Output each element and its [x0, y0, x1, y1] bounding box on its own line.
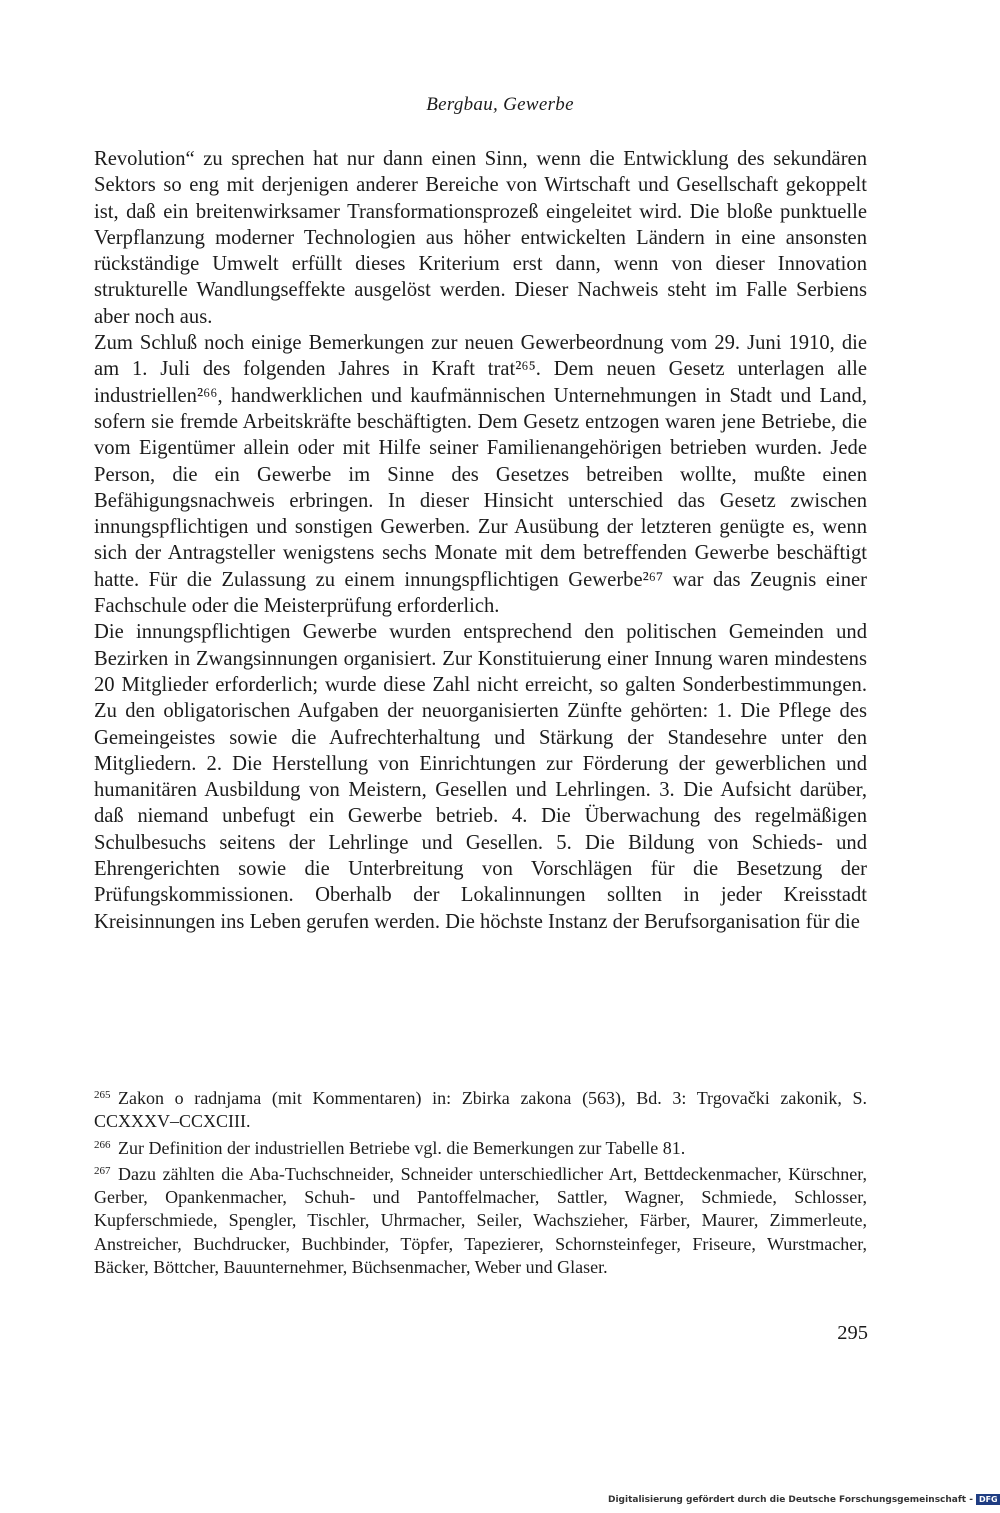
paragraph: Die innungspflichtigen Gewerbe wurden entsprechend den politischen Gemeinden und Bezirken in Zwangsinnungen organisiert. Zur Konstituierung einer Innung waren mindestens 20 Mitglieder erforderlich; wurde diese Zahl nicht erreicht, so galten Sonderbestimmungen. Zu den obligatorischen Aufgaben der neuorganisierten Zünfte gehörten: 1. Die Pflege des Gemeingeistes sowie die Aufrechterhaltung und Stärkung der Standesehre unter den Mitgliedern. 2. Die Herstellung von Einrichtungen zur Förderung der gewerblichen und humanitären Ausbildung von Meistern, Gesellen und Lehrlingen. 3. Die Aufsicht darüber, daß niemand unbefugt ein Gewerbe betrieb. 4. Die Überwachung des regelmäßigen Schulbesuchs seitens der Lehrlinge und Gesellen. 5. Die Bildung von Schieds- und Ehrengerichten sowie die Unterbreitung von Vorschlägen für die Besetzung der Prüfungskommissionen. Oberhalb der Lokalinnungen sollten in jeder Kreisstadt Kreisinnungen ins Leben gerufen werden. Die höchste Instanz der Berufsorganisation für die — [94, 621, 867, 933]
dfg-logo: DFG — [976, 1494, 1000, 1505]
page-number: 295 — [837, 1322, 868, 1344]
paragraph: Zum Schluß noch einige Bemerkungen zur neuen Gewerbeordnung vom 29. Juni 1910, die am 1. Juli des folgenden Jahres in Kraft trat²⁶⁵. Dem neuen Gesetz unterlagen alle industriellen²⁶⁶, handwerklichen und kaufmännischen Unternehmungen in Stadt und Land, sofern sie fremde Arbeitskräfte beschäftigten. Dem Gesetz entzogen waren jene Betriebe, die vom Eigentümer allein oder mit Hilfe seiner Familienangehörigen betrieben wurden. Jede Person, die ein Gewerbe im Sinne des Gesetzes betreiben wollte, mußte einen Befähigungsnachweis erbringen. In dieser Hinsicht unterschied das Gesetz zwischen innungspflichtigen und sonstigen Gewerben. Zur Ausübung der letzteren genügte es, wenn sich der Antragsteller wenigstens sechs Monate mit dem betreffenden Gewerbe beschäftigt hatte. Für die Zulassung zu einem innungspflichtigen Gewerbe²⁶⁷ war das Zeugnis einer Fachschule oder die Meisterprüfung erforderlich. — [94, 332, 867, 618]
footnote-number: 266 — [94, 1138, 111, 1151]
footnote-number: 265 — [94, 1089, 111, 1101]
footnote-text: Dazu zählten die Aba-Tuchschneider, Schneider unterschiedlicher Art, Bettdeckenmacher, Kürschner, Gerber, Opankenmacher, Schuh- und Pantoffelmacher, Sattler, Wagner, Schmiede, Schlosser, Kupferschmiede, Spengler, Tischler, Uhrmacher, Seiler, Wachszieher, Färber, Maurer, Zimmerleute, Anstreicher, Buchdrucker, Buchbinder, Töpfer, Tapezierer, Schornsteinfeger, Friseure, Wurstmacher, Bäcker, Böttcher, Bauunternehmer, Büchsenmacher, Weber und Glaser. — [94, 1163, 867, 1278]
footnote — [94, 1084, 867, 1134]
main-text — [94, 146, 867, 935]
footnotes — [94, 1084, 867, 1279]
footnote-number: 267 — [94, 1164, 111, 1177]
footnote — [94, 1160, 867, 1279]
paragraph: Revolution“ zu sprechen hat nur dann einen Sinn, wenn die Entwicklung des sekundären Sektors so eng mit derjenigen anderer Bereiche von Wirtschaft und Gesellschaft gekoppelt ist, daß ein breitenwirksamer Transformationsprozeß eingeleitet wird. Die bloße punktuelle Verpflanzung moderner Technologien aus höher entwickelten Ländern in eine ansonsten rückständige Umwelt erfüllt dieses Kriterium erst dann, wenn von dieser Innovation strukturelle Wandlungseffekte ausgelöst werden. Dieser Nachweis steht im Falle Serbiens aber noch aus. — [94, 148, 867, 328]
running-header: Bergbau, Gewerbe — [426, 94, 574, 115]
digitization-note — [608, 1494, 1000, 1505]
footnote-text: Zur Definition der industriellen Betriebe vgl. die Bemerkungen zur Tabelle 81. — [118, 1137, 686, 1158]
footnote-text: Zakon o radnjama (mit Kommentaren) in: Zbirka zakona (563), Bd. 3: Trgovački zakonik, S. CCXXXV–CCXCIII. — [94, 1088, 867, 1132]
footnote — [94, 1134, 867, 1160]
digitization-note-text: Digitalisierung gefördert durch die Deutsche Forschungsgemeinschaft - — [608, 1495, 973, 1505]
